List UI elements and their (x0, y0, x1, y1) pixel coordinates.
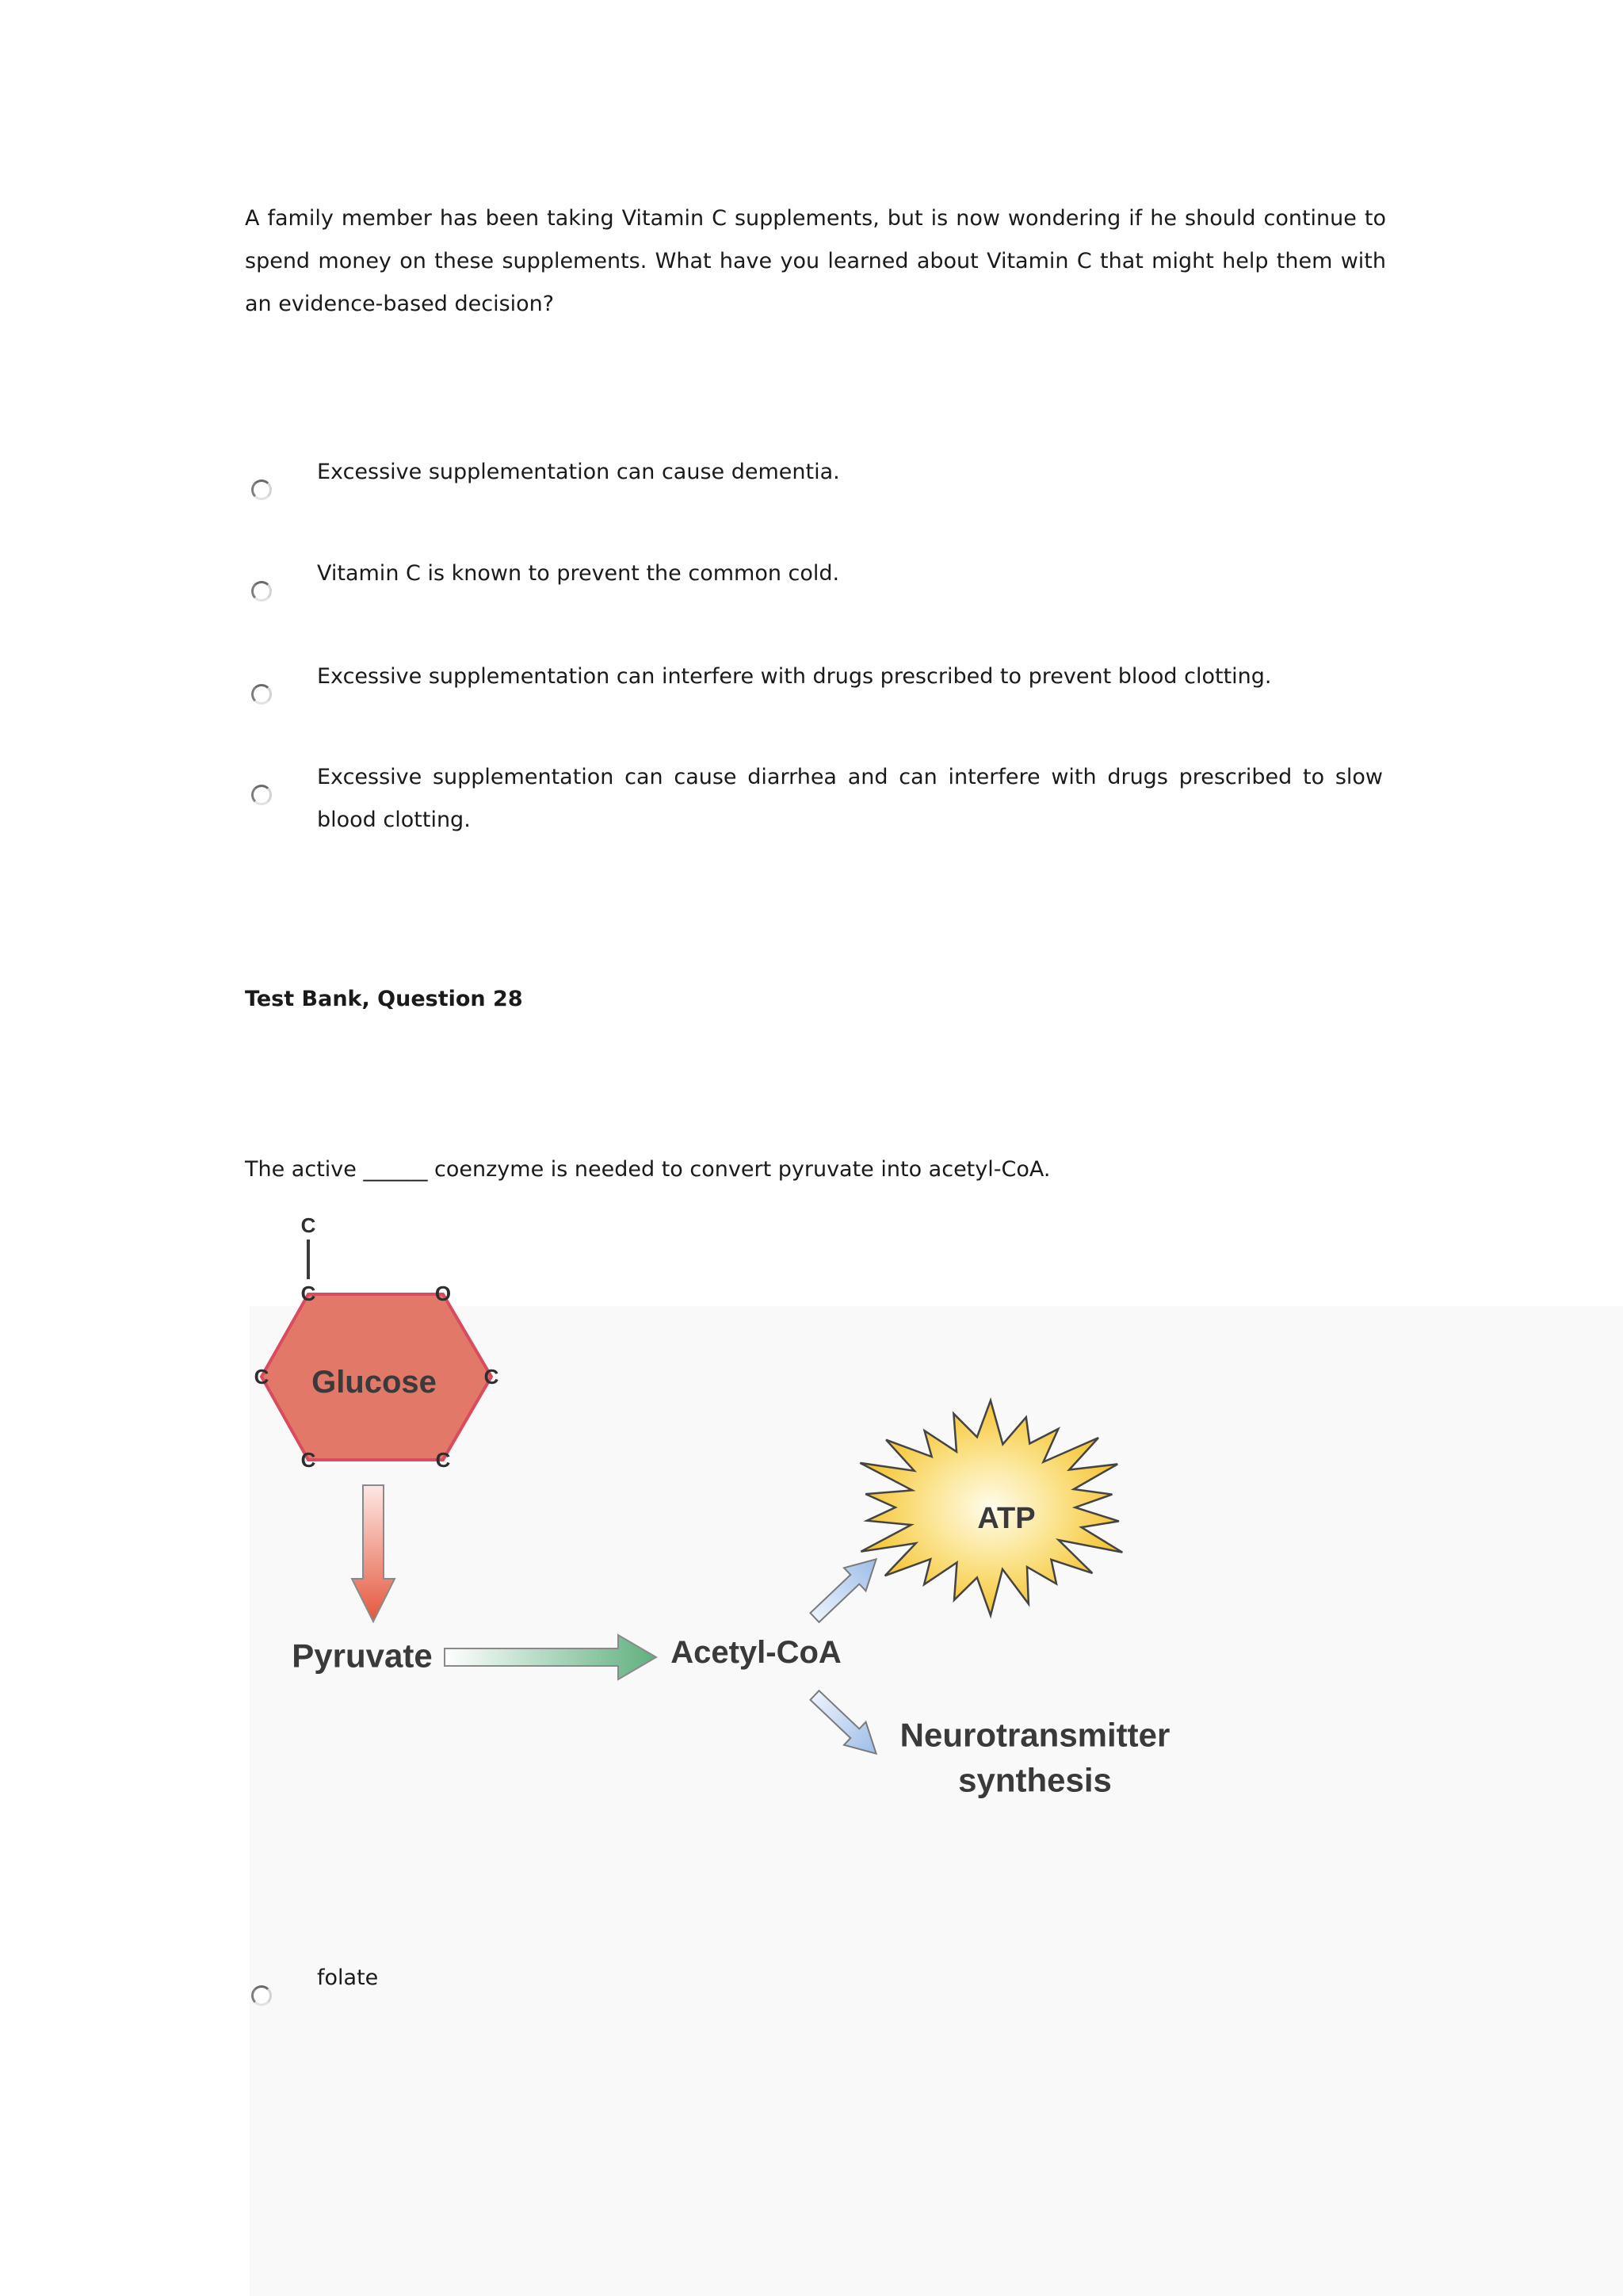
neurotransmitter-label: Neurotransmitter (899, 1716, 1170, 1754)
question-prompt: The active ______ coenzyme is needed to convert pyruvate into acetyl-CoA. (245, 1157, 1051, 1182)
carbon-label: C (254, 1365, 269, 1389)
question-prompt: A family member has been taking Vitamin C supplements, but is now wondering if he should continue to spend money on these supplements. What have you learned about Vitamin C that might help them with an evidence-based decision? (245, 206, 1386, 316)
down-right-arrow-icon (804, 1683, 887, 1765)
acetyl-coa-label: Acetyl-CoA (670, 1635, 842, 1670)
answer-option[interactable] (251, 1957, 1383, 2000)
down-arrow-icon (352, 1485, 395, 1622)
option-radio[interactable] (251, 581, 272, 602)
atp-label: ATP (977, 1502, 1036, 1535)
right-arrow-icon (445, 1635, 656, 1679)
up-right-arrow-icon (804, 1548, 887, 1629)
option-label: Excessive supplementation can interfere with drugs prescribed to prevent blood clotting. (317, 664, 1272, 689)
carbon-label: C (300, 1448, 316, 1472)
glucose-label: Glucose (311, 1365, 437, 1400)
option-label: Vitamin C is known to prevent the common cold. (317, 561, 840, 586)
option-radio[interactable] (251, 1985, 272, 2006)
synthesis-label: synthesis (958, 1761, 1112, 1799)
answer-option[interactable] (251, 655, 1383, 698)
carbon-label: C (300, 1213, 316, 1237)
carbon-label: C (483, 1365, 499, 1389)
answer-option[interactable] (251, 451, 1383, 494)
oxygen-label: O (434, 1282, 452, 1305)
option-label: Excessive supplementation can cause dementia. (317, 460, 840, 484)
option-label: folate (317, 1966, 379, 1990)
option-radio[interactable] (251, 684, 272, 705)
pyruvate-label: Pyruvate (292, 1637, 433, 1675)
option-radio[interactable] (251, 785, 272, 805)
carbon-label: C (300, 1282, 316, 1305)
answer-option[interactable] (251, 552, 1383, 595)
option-radio[interactable] (251, 479, 272, 500)
option-label: Excessive supplementation can cause diarrhea and can interfere with drugs prescribed to slow blood clotting. (317, 765, 1383, 832)
question-heading: Test Bank, Question 28 (245, 987, 523, 1011)
metabolism-diagram (0, 1189, 1623, 1823)
answer-option[interactable] (251, 756, 1383, 842)
carbon-label: C (435, 1448, 451, 1472)
